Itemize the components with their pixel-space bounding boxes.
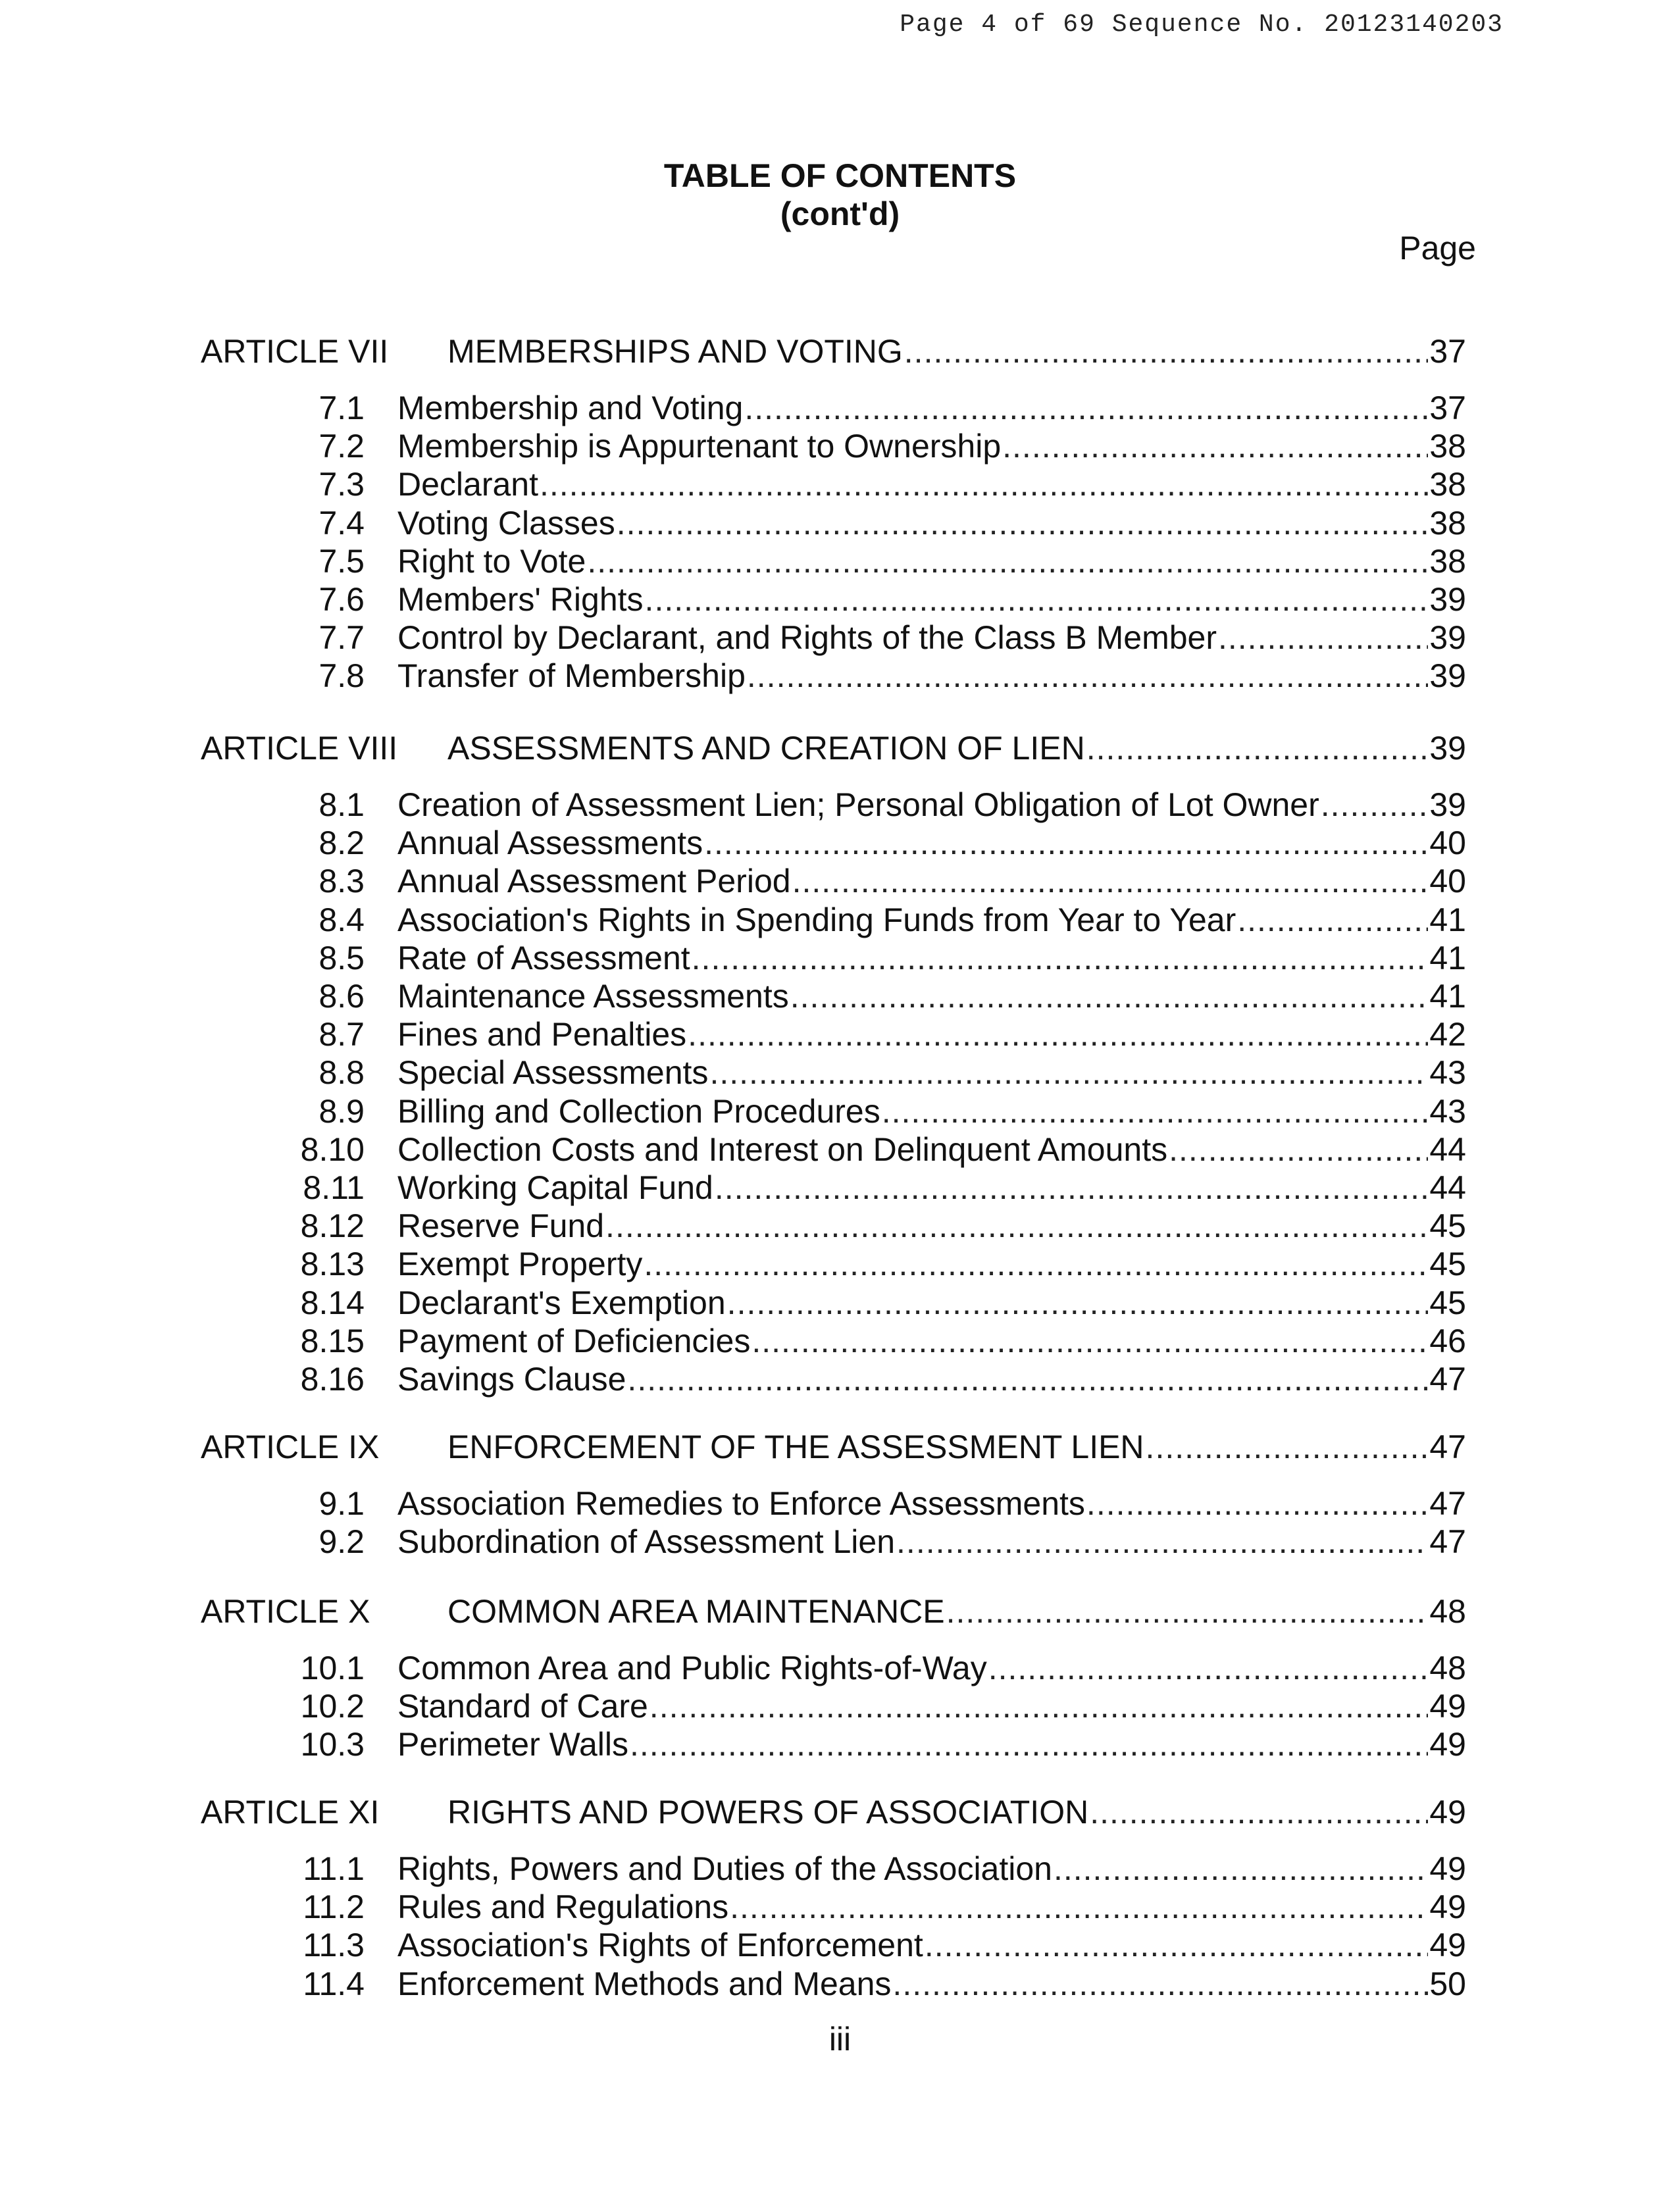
- toc-section-row[interactable]: [0, 1523, 1680, 1561]
- section-page-number: 47: [1429, 1361, 1466, 1398]
- article-title: COMMON AREA MAINTENANCE: [447, 1593, 945, 1630]
- dot-leader: [1237, 901, 1428, 939]
- section-number: 11.2: [303, 1888, 365, 1925]
- section-page-number: 39: [1429, 786, 1466, 823]
- toc-section-row[interactable]: [0, 1053, 1680, 1092]
- section-entry: [397, 1169, 1466, 1207]
- toc-section-row[interactable]: [0, 580, 1680, 619]
- article-title: ASSESSMENTS AND CREATION OF LIEN: [447, 730, 1085, 767]
- section-entry: [397, 465, 1466, 503]
- toc-section-row[interactable]: [0, 1725, 1680, 1763]
- section-page-number: 49: [1429, 1927, 1466, 1963]
- toc-section-row[interactable]: [0, 977, 1680, 1015]
- toc-section-row[interactable]: [0, 1965, 1680, 2003]
- dot-leader: [704, 824, 1428, 862]
- section-entry: [397, 1484, 1466, 1523]
- toc-section-row[interactable]: [0, 465, 1680, 503]
- section-number: 11.1: [303, 1850, 365, 1887]
- dot-leader: [790, 977, 1429, 1015]
- section-number: 8.12: [300, 1207, 365, 1244]
- section-entry: [397, 1649, 1466, 1687]
- section-title: Control by Declarant, and Rights of the Class B Member: [397, 619, 1217, 656]
- section-number: 8.8: [318, 1054, 365, 1091]
- section-page-number: 48: [1429, 1650, 1466, 1686]
- dot-leader: [645, 580, 1429, 619]
- section-page-number: 47: [1429, 1523, 1466, 1560]
- section-title: Creation of Assessment Lien; Personal Obligation of Lot Owner: [397, 786, 1319, 823]
- section-title: Association's Rights in Spending Funds from Year to Year: [397, 901, 1236, 938]
- section-number: 8.6: [318, 978, 365, 1015]
- section-title: Members' Rights: [397, 581, 644, 618]
- toc-section-row[interactable]: [0, 1649, 1680, 1687]
- article-page-number: 37: [1429, 333, 1466, 370]
- article-title: MEMBERSHIPS AND VOTING: [447, 333, 903, 370]
- toc-section-row[interactable]: [0, 1888, 1680, 1926]
- dot-leader: [1086, 1484, 1428, 1523]
- section-page-number: 45: [1429, 1284, 1466, 1321]
- section-page-number: 43: [1429, 1054, 1466, 1091]
- dot-leader: [792, 862, 1429, 900]
- page-column-label: Page: [1399, 230, 1476, 266]
- dot-leader: [1169, 1130, 1428, 1169]
- toc-section-row[interactable]: [0, 1207, 1680, 1245]
- section-entry: [397, 1207, 1466, 1245]
- section-entry: [397, 1926, 1466, 1964]
- section-number: 8.4: [318, 901, 365, 938]
- section-page-number: 49: [1429, 1726, 1466, 1763]
- toc-section-row[interactable]: [0, 389, 1680, 427]
- toc-section-row[interactable]: [0, 901, 1680, 939]
- dot-leader: [747, 657, 1428, 695]
- dot-leader: [688, 1015, 1428, 1053]
- section-title: Special Assessments: [397, 1054, 709, 1091]
- section-title: Savings Clause: [397, 1361, 626, 1398]
- dot-leader: [1321, 786, 1429, 824]
- toc-section-row[interactable]: [0, 504, 1680, 542]
- section-title: Membership is Appurtenant to Ownership: [397, 428, 1002, 465]
- section-page-number: 49: [1429, 1888, 1466, 1925]
- toc-section-row[interactable]: [0, 542, 1680, 580]
- toc-article-row[interactable]: [0, 1428, 1680, 1466]
- dot-leader: [892, 1965, 1428, 2003]
- section-entry: [397, 1888, 1466, 1926]
- section-entry: [397, 1130, 1466, 1169]
- toc-section-row[interactable]: [0, 427, 1680, 465]
- section-entry: [397, 1284, 1466, 1322]
- article-page-number: 39: [1429, 730, 1466, 767]
- dot-leader: [644, 1245, 1428, 1283]
- toc-section-row[interactable]: [0, 1015, 1680, 1053]
- dot-leader: [587, 542, 1428, 580]
- section-number: 8.15: [300, 1323, 365, 1359]
- article-title: ENFORCEMENT OF THE ASSESSMENT LIEN: [447, 1429, 1144, 1465]
- dot-leader: [1146, 1428, 1429, 1466]
- section-entry: [397, 901, 1466, 939]
- dot-leader: [896, 1523, 1428, 1561]
- toc-heading: [0, 157, 1680, 233]
- article-label: ARTICLE VIII: [201, 730, 398, 767]
- section-entry: [397, 786, 1466, 824]
- section-entry: [397, 1360, 1466, 1398]
- section-entry: [397, 657, 1466, 695]
- article-page-number: 48: [1429, 1593, 1466, 1630]
- article-title: RIGHTS AND POWERS OF ASSOCIATION: [447, 1794, 1089, 1831]
- section-title: Subordination of Assessment Lien: [397, 1523, 896, 1560]
- article-label: ARTICLE IX: [201, 1429, 380, 1465]
- article-entry: [447, 1793, 1466, 1831]
- section-page-number: 49: [1429, 1688, 1466, 1725]
- section-entry: [397, 427, 1466, 465]
- section-entry: [397, 1725, 1466, 1763]
- section-entry: [397, 619, 1466, 657]
- article-label: ARTICLE XI: [201, 1794, 380, 1831]
- dot-leader: [649, 1687, 1429, 1725]
- section-page-number: 46: [1429, 1323, 1466, 1359]
- section-number: 8.14: [300, 1284, 365, 1321]
- section-title: Annual Assessments: [397, 824, 703, 861]
- section-number: 8.2: [318, 824, 365, 861]
- dot-leader: [744, 389, 1428, 427]
- toc-section-row[interactable]: [0, 824, 1680, 862]
- section-entry: [397, 977, 1466, 1015]
- section-title: Perimeter Walls: [397, 1726, 628, 1763]
- section-number: 8.11: [303, 1169, 365, 1206]
- section-title: Standard of Care: [397, 1688, 648, 1725]
- toc-section-row[interactable]: [0, 1322, 1680, 1360]
- section-title: Collection Costs and Interest on Delinquent Amounts: [397, 1131, 1168, 1168]
- toc-article-row[interactable]: [0, 1592, 1680, 1631]
- section-page-number: 45: [1429, 1207, 1466, 1244]
- section-page-number: 41: [1429, 978, 1466, 1015]
- section-page-number: 44: [1429, 1131, 1466, 1168]
- section-title: Working Capital Fund: [397, 1169, 713, 1206]
- section-entry: [397, 504, 1466, 542]
- toc-section-row[interactable]: [0, 1926, 1680, 1964]
- toc-section-row[interactable]: [0, 862, 1680, 900]
- section-number: 11.3: [303, 1927, 365, 1963]
- section-number: 7.7: [318, 619, 365, 656]
- dot-leader: [1090, 1793, 1428, 1831]
- article-label: ARTICLE X: [201, 1593, 370, 1630]
- section-number: 7.3: [318, 466, 365, 503]
- dot-leader: [1218, 619, 1428, 657]
- section-entry: [397, 1015, 1466, 1053]
- section-title: Billing and Collection Procedures: [397, 1093, 880, 1130]
- page-title: TABLE OF CONTENTS: [663, 157, 1017, 194]
- section-entry: [397, 580, 1466, 619]
- section-page-number: 47: [1429, 1485, 1466, 1522]
- section-page-number: 38: [1429, 428, 1466, 465]
- page-number-footer: iii: [828, 2021, 852, 2058]
- dot-leader: [1086, 729, 1429, 767]
- article-entry: [447, 332, 1466, 370]
- toc-section-row[interactable]: [0, 1169, 1680, 1207]
- section-page-number: 43: [1429, 1093, 1466, 1130]
- toc-section-row[interactable]: [0, 1284, 1680, 1322]
- dot-leader: [751, 1322, 1428, 1360]
- section-title: Annual Assessment Period: [397, 863, 791, 899]
- section-page-number: 38: [1429, 466, 1466, 503]
- section-entry: [397, 824, 1466, 862]
- article-entry: [447, 729, 1466, 767]
- article-entry: [447, 1592, 1466, 1631]
- dot-leader: [715, 1169, 1429, 1207]
- section-entry: [397, 939, 1466, 977]
- section-page-number: 45: [1429, 1246, 1466, 1282]
- toc-section-row[interactable]: [0, 1130, 1680, 1169]
- section-page-number: 41: [1429, 901, 1466, 938]
- dot-leader: [730, 1888, 1428, 1926]
- section-number: 7.4: [318, 505, 365, 542]
- section-entry: [397, 1687, 1466, 1725]
- section-title: Right to Vote: [397, 543, 586, 580]
- article-entry: [447, 1428, 1466, 1466]
- section-page-number: 38: [1429, 543, 1466, 580]
- section-page-number: 50: [1429, 1965, 1466, 2002]
- dot-leader: [904, 332, 1429, 370]
- dot-leader: [630, 1725, 1428, 1763]
- section-page-number: 41: [1429, 940, 1466, 976]
- section-number: 10.3: [300, 1726, 365, 1763]
- section-title: Fines and Penalties: [397, 1016, 687, 1053]
- section-page-number: 49: [1429, 1850, 1466, 1887]
- section-title: Association Remedies to Enforce Assessments: [397, 1485, 1085, 1522]
- toc-section-row[interactable]: [0, 1484, 1680, 1523]
- section-page-number: 44: [1429, 1169, 1466, 1206]
- section-number: 8.16: [300, 1361, 365, 1398]
- section-entry: [397, 1965, 1466, 2003]
- section-title: Rate of Assessment: [397, 940, 690, 976]
- toc-section-row[interactable]: [0, 657, 1680, 695]
- section-entry: [397, 1523, 1466, 1561]
- section-number: 7.8: [318, 657, 365, 694]
- section-entry: [397, 1850, 1466, 1888]
- toc-section-row[interactable]: [0, 1092, 1680, 1130]
- section-title: Exempt Property: [397, 1246, 643, 1282]
- article-page-number: 49: [1429, 1794, 1466, 1831]
- section-page-number: 39: [1429, 581, 1466, 618]
- section-page-number: 39: [1429, 657, 1466, 694]
- section-title: Transfer of Membership: [397, 657, 746, 694]
- section-title: Enforcement Methods and Means: [397, 1965, 892, 2002]
- section-title: Payment of Deficiencies: [397, 1323, 751, 1359]
- section-number: 8.13: [300, 1246, 365, 1282]
- toc-article-row[interactable]: [0, 1793, 1680, 1831]
- dot-leader: [540, 465, 1428, 503]
- section-page-number: 42: [1429, 1016, 1466, 1053]
- dot-leader: [946, 1592, 1429, 1631]
- dot-leader: [1054, 1850, 1428, 1888]
- section-entry: [397, 1245, 1466, 1283]
- toc-section-row[interactable]: [0, 786, 1680, 824]
- section-page-number: 39: [1429, 619, 1466, 656]
- section-number: 8.10: [300, 1131, 365, 1168]
- section-number: 11.4: [303, 1965, 365, 2002]
- section-title: Rules and Regulations: [397, 1888, 729, 1925]
- dot-leader: [617, 504, 1429, 542]
- section-entry: [397, 1092, 1466, 1130]
- section-number: 8.9: [318, 1093, 365, 1130]
- toc-article-row[interactable]: [0, 729, 1680, 767]
- page-subtitle: (cont'd): [780, 195, 900, 232]
- section-number: 7.1: [318, 390, 365, 426]
- section-page-number: 40: [1429, 824, 1466, 861]
- section-title: Membership and Voting: [397, 390, 744, 426]
- section-page-number: 40: [1429, 863, 1466, 899]
- section-page-number: 38: [1429, 505, 1466, 542]
- toc-article-row[interactable]: [0, 332, 1680, 370]
- dot-leader: [925, 1926, 1429, 1964]
- toc-section-row[interactable]: [0, 1360, 1680, 1398]
- dot-leader: [605, 1207, 1428, 1245]
- toc-section-row[interactable]: [0, 619, 1680, 657]
- dot-leader: [709, 1053, 1428, 1092]
- document-sequence-stamp: Page 4 of 69 Sequence No. 20123140203: [900, 11, 1504, 39]
- section-number: 8.1: [318, 786, 365, 823]
- dot-leader: [627, 1360, 1428, 1398]
- section-entry: [397, 389, 1466, 427]
- section-title: Rights, Powers and Duties of the Association: [397, 1850, 1052, 1887]
- section-number: 7.2: [318, 428, 365, 465]
- section-title: Association's Rights of Enforcement: [397, 1927, 923, 1963]
- section-number: 7.5: [318, 543, 365, 580]
- toc-section-row[interactable]: [0, 1850, 1680, 1888]
- toc-section-row[interactable]: [0, 1687, 1680, 1725]
- toc-section-row[interactable]: [0, 1245, 1680, 1283]
- section-number: 8.7: [318, 1016, 365, 1053]
- dot-leader: [692, 939, 1429, 977]
- section-title: Common Area and Public Rights-of-Way: [397, 1650, 987, 1686]
- article-page-number: 47: [1429, 1429, 1466, 1465]
- dot-leader: [1002, 427, 1428, 465]
- section-title: Maintenance Assessments: [397, 978, 789, 1015]
- section-entry: [397, 1053, 1466, 1092]
- section-title: Declarant: [397, 466, 538, 503]
- section-number: 10.1: [300, 1650, 365, 1686]
- section-number: 9.1: [318, 1485, 365, 1522]
- section-page-number: 37: [1429, 390, 1466, 426]
- section-number: 9.2: [318, 1523, 365, 1560]
- section-title: Reserve Fund: [397, 1207, 605, 1244]
- section-entry: [397, 542, 1466, 580]
- dot-leader: [882, 1092, 1429, 1130]
- dot-leader: [988, 1649, 1429, 1687]
- section-number: 8.3: [318, 863, 365, 899]
- section-number: 7.6: [318, 581, 365, 618]
- section-entry: [397, 1322, 1466, 1360]
- toc-section-row[interactable]: [0, 939, 1680, 977]
- dot-leader: [727, 1284, 1429, 1322]
- section-entry: [397, 862, 1466, 900]
- article-label: ARTICLE VII: [201, 333, 389, 370]
- section-title: Declarant's Exemption: [397, 1284, 726, 1321]
- section-title: Voting Classes: [397, 505, 615, 542]
- section-number: 10.2: [300, 1688, 365, 1725]
- section-number: 8.5: [318, 940, 365, 976]
